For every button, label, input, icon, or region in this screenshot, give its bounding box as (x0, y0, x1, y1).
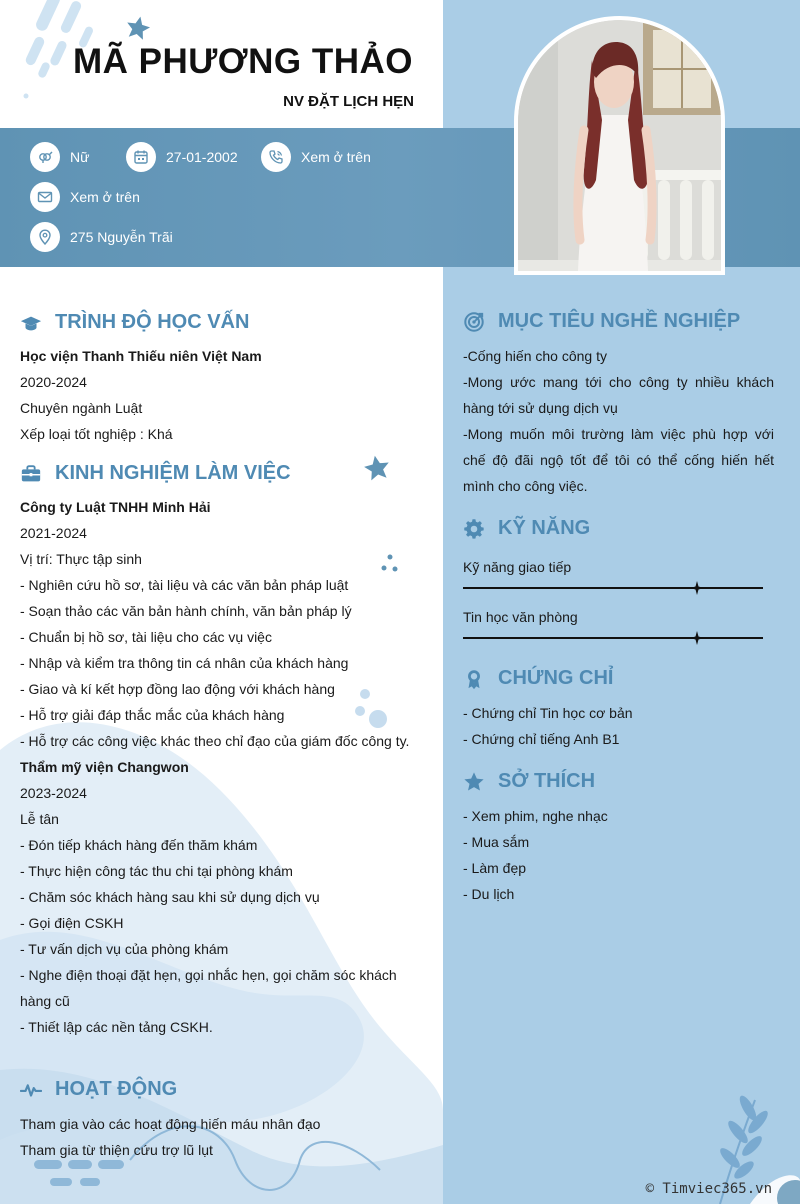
gender-value: Nữ (70, 149, 90, 165)
job-task: - Tư vấn dịch vụ của phòng khám (20, 941, 229, 957)
contact-phone (261, 142, 371, 172)
objective-item: -Mong ước mang tới cho công ty nhiều khách hàng tới sử dụng dịch vụ (463, 374, 774, 416)
objective-item: -Cống hiến cho công ty (463, 348, 607, 364)
activities-title (20, 1078, 177, 1101)
contact-email (30, 182, 140, 212)
job-period: 2023-2024 (20, 785, 87, 801)
job-company: Thẩm mỹ viện Changwon (20, 759, 189, 775)
star-icon (463, 771, 485, 793)
education-content (20, 343, 420, 447)
skills-title-text: KỸ NĂNG (498, 517, 591, 539)
phone-value: Xem ở trên (301, 149, 371, 165)
award-icon (463, 668, 485, 690)
pulse-icon (20, 1079, 42, 1101)
target-icon (463, 311, 485, 333)
hobbies-title (463, 770, 595, 793)
certificates-title (463, 667, 613, 690)
gender-icon (30, 142, 60, 172)
briefcase-icon (20, 463, 42, 485)
address-value: 275 Nguyễn Trãi (70, 229, 173, 245)
education-major: Chuyên ngành Luật (20, 400, 143, 416)
objective-item: -Mong muốn môi trường làm việc phù hợp với chế độ đãi ngộ tốt để tôi có thể cống hiến hết mình cho công việc. (463, 426, 774, 494)
job-task: - Nhập và kiểm tra thông tin cá nhân của khách hàng (20, 655, 349, 671)
job-task: - Hỗ trợ giải đáp thắc mắc của khách hàng (20, 707, 285, 723)
hobby-item: - Xem phim, nghe nhạc (463, 808, 608, 824)
decorative-star-icon (362, 453, 392, 483)
education-title-text: TRÌNH ĐỘ HỌC VẤN (55, 311, 250, 333)
job-position: Vị trí: Thực tập sinh (20, 551, 142, 567)
job-task: - Soạn thảo các văn bản hành chính, văn bản pháp lý (20, 603, 352, 619)
hobbies-content (463, 803, 774, 907)
calendar-icon (126, 142, 156, 172)
profile-photo (514, 16, 725, 275)
hobby-item: - Mua sắm (463, 834, 530, 850)
job-task: - Chuẩn bị hồ sơ, tài liệu cho các vụ việc (20, 629, 272, 645)
skill-bar (463, 587, 763, 589)
experience-title (20, 462, 291, 485)
hobby-item: - Du lịch (463, 886, 515, 902)
skill-item (463, 559, 763, 575)
hobbies-title-text: SỞ THÍCH (498, 770, 596, 792)
objective-title-text: MỤC TIÊU NGHỀ NGHIỆP (498, 310, 741, 332)
job-task: - Nghiên cứu hồ sơ, tài liệu và các văn bản pháp luật (20, 577, 349, 593)
activities-content (20, 1111, 420, 1163)
certificate-item: - Chứng chỉ tiếng Anh B1 (463, 731, 620, 747)
decorative-star-icon (124, 14, 152, 42)
mail-icon (30, 182, 60, 212)
skill-bar (463, 637, 763, 639)
gear-icon (463, 518, 485, 540)
job-task: - Đón tiếp khách hàng đến thăm khám (20, 837, 258, 853)
experience-content (20, 494, 410, 1040)
activity-item: Tham gia vào các hoạt động hiến máu nhân đạo (20, 1116, 321, 1132)
experience-title-text: KINH NGHIỆM LÀM VIỆC (55, 462, 291, 484)
birthday-value: 27-01-2002 (166, 149, 238, 165)
job-task: - Gọi điện CSKH (20, 915, 124, 931)
graduation-cap-icon (20, 312, 42, 334)
activities-title-text: HOẠT ĐỘNG (55, 1078, 178, 1100)
candidate-name: MÃ PHƯƠNG THẢO (72, 42, 413, 81)
skill-level-marker (690, 631, 704, 645)
education-title (20, 311, 249, 334)
contact-gender (30, 142, 89, 172)
objective-content (463, 343, 774, 499)
job-period: 2021-2024 (20, 525, 87, 541)
skill-level-marker (690, 581, 704, 595)
objective-title (463, 310, 740, 333)
location-icon (30, 222, 60, 252)
email-value: Xem ở trên (70, 189, 140, 205)
contact-address (30, 222, 173, 252)
job-task: - Giao và kí kết hợp đồng lao động với khách hàng (20, 681, 335, 697)
contact-birthday (126, 142, 238, 172)
job-task: - Hỗ trợ các công việc khác theo chỉ đạo của giám đốc công ty. (20, 733, 410, 749)
certificates-title-text: CHỨNG CHỈ (498, 667, 614, 689)
watermark: © Timviec365.vn (645, 1181, 772, 1197)
job-company: Công ty Luật TNHH Minh Hải (20, 499, 211, 515)
skill-name: Tin học văn phòng (463, 609, 578, 625)
job-task: - Thiết lập các nền tảng CSKH. (20, 1019, 213, 1035)
certificates-content (463, 700, 774, 752)
job-task: - Chăm sóc khách hàng sau khi sử dụng dịch vụ (20, 889, 320, 905)
education-period: 2020-2024 (20, 374, 87, 390)
education-school: Học viện Thanh Thiếu niên Việt Nam (20, 348, 262, 364)
education-grade: Xếp loại tốt nghiệp : Khá (20, 426, 173, 442)
certificate-item: - Chứng chỉ Tin học cơ bản (463, 705, 633, 721)
skill-item (463, 609, 763, 625)
job-task: - Thực hiện công tác thu chi tại phòng khám (20, 863, 293, 879)
job-task: - Nghe điện thoại đặt hẹn, gọi nhắc hẹn, gọi chăm sóc khách hàng cũ (20, 967, 397, 1009)
skill-name: Kỹ năng giao tiếp (463, 559, 572, 575)
job-position: Lễ tân (20, 811, 59, 827)
skills-title (463, 517, 590, 540)
hobby-item: - Làm đẹp (463, 860, 527, 876)
candidate-role: NV ĐẶT LỊCH HẸN (283, 93, 414, 110)
phone-icon (261, 142, 291, 172)
activity-item: Tham gia từ thiện cứu trợ lũ lụt (20, 1142, 213, 1158)
